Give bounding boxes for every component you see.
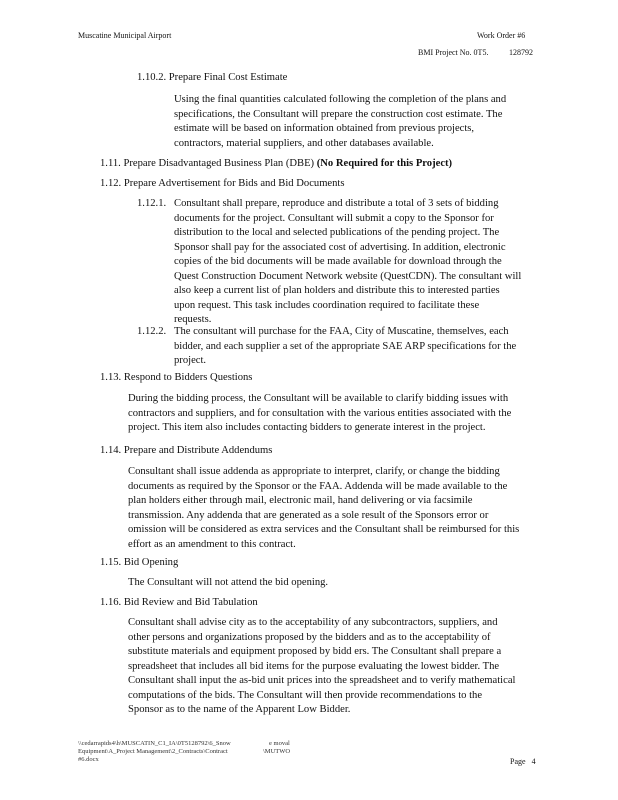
text-line: transmission. Any addenda that are generated as a sole result of the Sponsors error or <box>128 509 489 521</box>
text-line: Sponsor as to the name of the Apparent Low Bidder. <box>128 704 351 715</box>
header-project: BMI Project No. 0T5. <box>418 48 489 57</box>
text-line: Consultant shall advise city as to the acceptability of any subcontractors, suppliers, and <box>128 617 498 628</box>
page-label: Page <box>510 757 526 766</box>
text-line: Consultant shall issue addenda as appropriate to interpret, clarify, or change the bidding <box>128 466 500 477</box>
text-line: The consultant will purchase for the FAA, City of Muscatine, themselves, each <box>174 326 509 337</box>
text-line: effort as an amendment to this contract. <box>128 538 296 550</box>
text-line: contractors and suppliers, and for consultation with the various entities associated with the <box>128 407 512 419</box>
section-heading: 1.15. Bid Opening <box>100 557 179 568</box>
section-heading: 1.12. Prepare Advertisement for Bids and Bid Documents <box>100 178 345 189</box>
text-line: plan holders either through mail, electronic mail, hand delivering or via facsimile <box>128 495 473 506</box>
heading-note: (No Required for this Project) <box>316 158 453 169</box>
section-heading: 1.16. Bid Review and Bid Tabulation <box>100 597 258 608</box>
subsection-number: 1.12.2. <box>137 326 167 337</box>
text-line: contractors, material suppliers, and other databases available. <box>174 137 434 149</box>
header-project-number: 128792 <box>509 48 533 57</box>
text-line: \MUTWO <box>263 748 291 755</box>
section-body <box>128 576 328 591</box>
text-line: project. <box>174 355 207 366</box>
text-line: estimate will be based on information obtained from previous projects, <box>174 123 475 134</box>
section-heading: 1.10.2. Prepare Final Cost Estimate <box>137 72 288 83</box>
text-line: Consultant shall prepare, reproduce and distribute a total of 3 sets of bidding <box>174 198 499 209</box>
text-line: requests. <box>174 314 212 325</box>
text-line: other persons and organizations proposed by the bidders and as to the acceptability of <box>128 631 491 643</box>
text-line: documents as required by the Sponsor or the FAA. Addenda will be made available to the <box>128 480 508 492</box>
text-line: documents for the project. Consultant will submit a copy to the Sponsor for <box>174 212 494 224</box>
section-body <box>174 93 506 151</box>
section-body <box>174 325 516 369</box>
text-line: Consultant shall input the as-bid unit prices into the spreadsheet and to verify mathematical <box>128 675 516 686</box>
section-heading: 1.13. Respond to Bidders Questions <box>100 372 253 383</box>
page-number <box>510 757 536 766</box>
section-heading: 1.14. Prepare and Distribute Addendums <box>100 445 273 456</box>
text-line: substitute materials and equipment proposed by bidd ers. The Consultant shall prepare a <box>128 646 502 657</box>
text-line: computations of the bids. The Consultant will then provide recommendations to the <box>128 689 483 701</box>
text-line: \\cedarrapids4\h\MUSCATIN_C1_IA\0T5128792\6_Snow <box>78 740 231 747</box>
text-line: distribution to the local and selected publications of the pending project. The <box>174 227 500 238</box>
text-line: Quest Construction Document Network website (QuestCDN). The consultant will <box>174 270 522 282</box>
text-line: #6.docx <box>78 756 99 763</box>
section-body <box>128 616 515 718</box>
text-line: Equipment\A_Project Management\2_Contracts\Contract <box>78 748 228 755</box>
text-line: also keep a current list of plan holders and distribute this to interested parties <box>174 285 500 296</box>
text-line: spreadsheet that includes all bid items for the purpose evaluating the lowest bidder. The <box>128 660 500 672</box>
header-airport: Muscatine Municipal Airport <box>78 31 172 40</box>
text-line: Using the final quantities calculated following the completion of the plans and <box>174 94 507 105</box>
text-line: e moval <box>269 740 290 747</box>
text-line: The Consultant will not attend the bid opening. <box>128 577 329 588</box>
text-line: Sponsor shall pay for the associated cost of advertising. In addition, electronic <box>174 241 506 253</box>
subsection-number: 1.12.1. <box>137 198 167 209</box>
footer-file-path <box>78 740 231 764</box>
section-body <box>174 197 521 328</box>
header-work-order: Work Order #6 <box>477 31 526 40</box>
section-body <box>128 392 511 436</box>
text-line: bidder, and each supplier a set of the appropriate SAE ARP specifications for the <box>174 340 517 352</box>
text-line: project. This item also includes contacting bidders to generate interest in the project. <box>128 422 486 433</box>
page-num: 4 <box>531 757 536 766</box>
text-line: upon request. This task includes coordination required to facilitate these <box>174 299 480 311</box>
text-line: During the bidding process, the Consultant will be available to clarify bidding issues with <box>128 393 509 404</box>
section-heading <box>100 157 452 172</box>
section-body <box>128 465 519 552</box>
footer-mid <box>263 740 290 756</box>
text-line: specifications, the Consultant will prepare the construction cost estimate. The <box>174 108 503 120</box>
text-line: copies of the bid documents will be made available for download through the <box>174 256 502 267</box>
text-line: omission will be considered as extra services and the Consultant shall be reimbursed for this <box>128 524 520 535</box>
heading-text: 1.11. Prepare Disadvantaged Business Plan (DBE) <box>100 158 315 169</box>
